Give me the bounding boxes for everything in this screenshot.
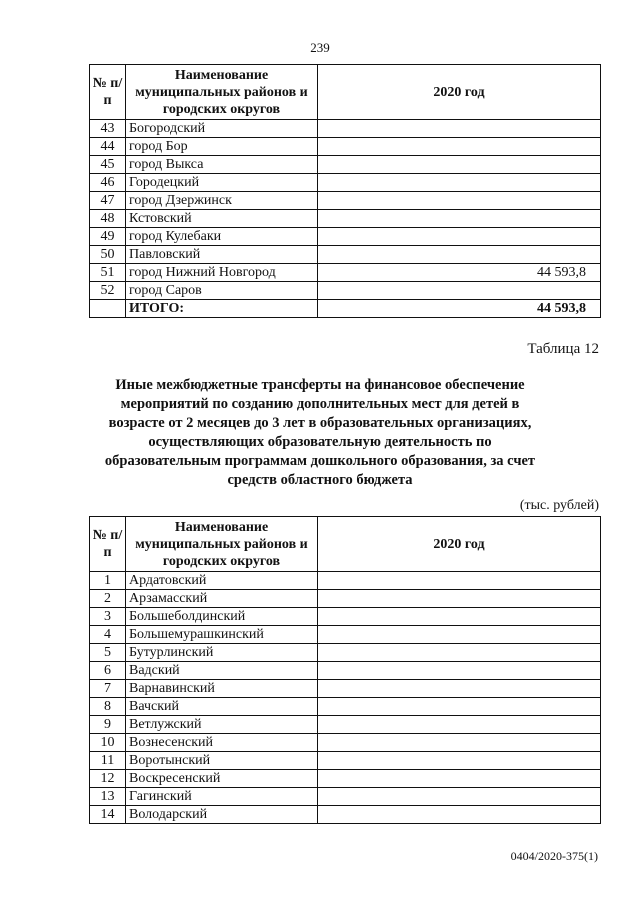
table-header-row bbox=[90, 517, 601, 572]
row-number: 5 bbox=[90, 644, 126, 662]
total-row bbox=[90, 300, 601, 318]
row-number: 1 bbox=[90, 572, 126, 590]
district-name: Вачский bbox=[126, 698, 318, 716]
table-row bbox=[90, 662, 601, 680]
district-name: Вадский bbox=[126, 662, 318, 680]
row-number: 44 bbox=[90, 138, 126, 156]
column-header-number: № п/п bbox=[90, 65, 126, 120]
table-body bbox=[90, 572, 601, 824]
row-value bbox=[318, 174, 601, 192]
row-value bbox=[318, 572, 601, 590]
table-row bbox=[90, 228, 601, 246]
row-number: 43 bbox=[90, 120, 126, 138]
table-row bbox=[90, 788, 601, 806]
row-value bbox=[318, 156, 601, 174]
row-number: 14 bbox=[90, 806, 126, 824]
row-number: 11 bbox=[90, 752, 126, 770]
row-number: 50 bbox=[90, 246, 126, 264]
row-value bbox=[318, 192, 601, 210]
table-row bbox=[90, 192, 601, 210]
row-number: 52 bbox=[90, 282, 126, 300]
column-header-number: № п/п bbox=[90, 517, 126, 572]
table-row bbox=[90, 120, 601, 138]
district-name: Гагинский bbox=[126, 788, 318, 806]
row-value bbox=[318, 590, 601, 608]
table-label: Таблица 12 bbox=[527, 341, 599, 357]
table-row bbox=[90, 282, 601, 300]
district-name: город Нижний Новгород bbox=[126, 264, 318, 282]
row-value bbox=[318, 806, 601, 824]
row-number: 8 bbox=[90, 698, 126, 716]
table-header-row bbox=[90, 65, 601, 120]
table-row bbox=[90, 264, 601, 282]
district-name: Богородский bbox=[126, 120, 318, 138]
row-number: 12 bbox=[90, 770, 126, 788]
row-number: 4 bbox=[90, 626, 126, 644]
table-row bbox=[90, 644, 601, 662]
district-name: Варнавинский bbox=[126, 680, 318, 698]
district-name: Кстовский bbox=[126, 210, 318, 228]
table-body bbox=[90, 120, 601, 318]
row-value bbox=[318, 282, 601, 300]
allocation-table-continued bbox=[89, 64, 601, 318]
allocation-table-12 bbox=[89, 516, 601, 824]
table-row bbox=[90, 626, 601, 644]
row-value bbox=[318, 644, 601, 662]
table-row bbox=[90, 590, 601, 608]
row-value bbox=[318, 770, 601, 788]
district-name: Вознесенский bbox=[126, 734, 318, 752]
table-title: Иные межбюджетные трансферты на финансовое обеспечение мероприятий по созданию дополнительных мест для детей в возрасте от 2 месяцев до 3 лет в образовательных организациях, осуществляющих образовательную деятельность по образовательным программам дошкольного образования, за счет средств областного бюджета bbox=[104, 377, 536, 488]
total-label: ИТОГО: bbox=[126, 300, 318, 318]
document-code: 0404/2020-375(1) bbox=[510, 849, 598, 863]
row-number: 13 bbox=[90, 788, 126, 806]
column-header-year: 2020 год bbox=[318, 517, 601, 572]
total-empty-cell bbox=[90, 300, 126, 318]
table-row bbox=[90, 138, 601, 156]
row-number: 45 bbox=[90, 156, 126, 174]
row-value bbox=[318, 680, 601, 698]
table-row bbox=[90, 680, 601, 698]
row-number: 47 bbox=[90, 192, 126, 210]
column-header-name: Наименование муниципальных районов и городских округов bbox=[126, 65, 318, 120]
table-row bbox=[90, 806, 601, 824]
row-value bbox=[318, 138, 601, 156]
district-name: Арзамасский bbox=[126, 590, 318, 608]
table-row bbox=[90, 734, 601, 752]
row-value bbox=[318, 734, 601, 752]
row-value bbox=[318, 210, 601, 228]
district-name: город Кулебаки bbox=[126, 228, 318, 246]
row-number: 48 bbox=[90, 210, 126, 228]
table-row bbox=[90, 608, 601, 626]
table-row bbox=[90, 174, 601, 192]
row-value bbox=[318, 626, 601, 644]
row-value bbox=[318, 752, 601, 770]
row-value bbox=[318, 608, 601, 626]
row-value bbox=[318, 788, 601, 806]
table-row bbox=[90, 752, 601, 770]
table-row bbox=[90, 716, 601, 734]
row-number: 2 bbox=[90, 590, 126, 608]
row-value: 44 593,8 bbox=[318, 264, 601, 282]
row-value bbox=[318, 120, 601, 138]
district-name: город Саров bbox=[126, 282, 318, 300]
district-name: Воскресенский bbox=[126, 770, 318, 788]
table-row bbox=[90, 770, 601, 788]
column-header-year: 2020 год bbox=[318, 65, 601, 120]
row-value bbox=[318, 246, 601, 264]
row-value bbox=[318, 716, 601, 734]
units-note: (тыс. рублей) bbox=[519, 498, 599, 513]
district-name: город Дзержинск bbox=[126, 192, 318, 210]
row-number: 46 bbox=[90, 174, 126, 192]
row-number: 10 bbox=[90, 734, 126, 752]
total-value: 44 593,8 bbox=[318, 300, 601, 318]
district-name: Володарский bbox=[126, 806, 318, 824]
row-number: 51 bbox=[90, 264, 126, 282]
district-name: Бутурлинский bbox=[126, 644, 318, 662]
row-number: 9 bbox=[90, 716, 126, 734]
row-number: 7 bbox=[90, 680, 126, 698]
row-number: 6 bbox=[90, 662, 126, 680]
district-name: Большеболдинский bbox=[126, 608, 318, 626]
row-number: 3 bbox=[90, 608, 126, 626]
district-name: город Выкса bbox=[126, 156, 318, 174]
table-row bbox=[90, 156, 601, 174]
row-value bbox=[318, 228, 601, 246]
row-value bbox=[318, 698, 601, 716]
row-value bbox=[318, 662, 601, 680]
column-header-name: Наименование муниципальных районов и городских округов bbox=[126, 517, 318, 572]
table-row bbox=[90, 698, 601, 716]
district-name: Воротынский bbox=[126, 752, 318, 770]
table-row bbox=[90, 210, 601, 228]
district-name: Ардатовский bbox=[126, 572, 318, 590]
table-row bbox=[90, 572, 601, 590]
table-row bbox=[90, 246, 601, 264]
district-name: Большемурашкинский bbox=[126, 626, 318, 644]
district-name: город Бор bbox=[126, 138, 318, 156]
row-number: 49 bbox=[90, 228, 126, 246]
district-name: Павловский bbox=[126, 246, 318, 264]
district-name: Городецкий bbox=[126, 174, 318, 192]
district-name: Ветлужский bbox=[126, 716, 318, 734]
page-number: 239 bbox=[310, 40, 330, 55]
